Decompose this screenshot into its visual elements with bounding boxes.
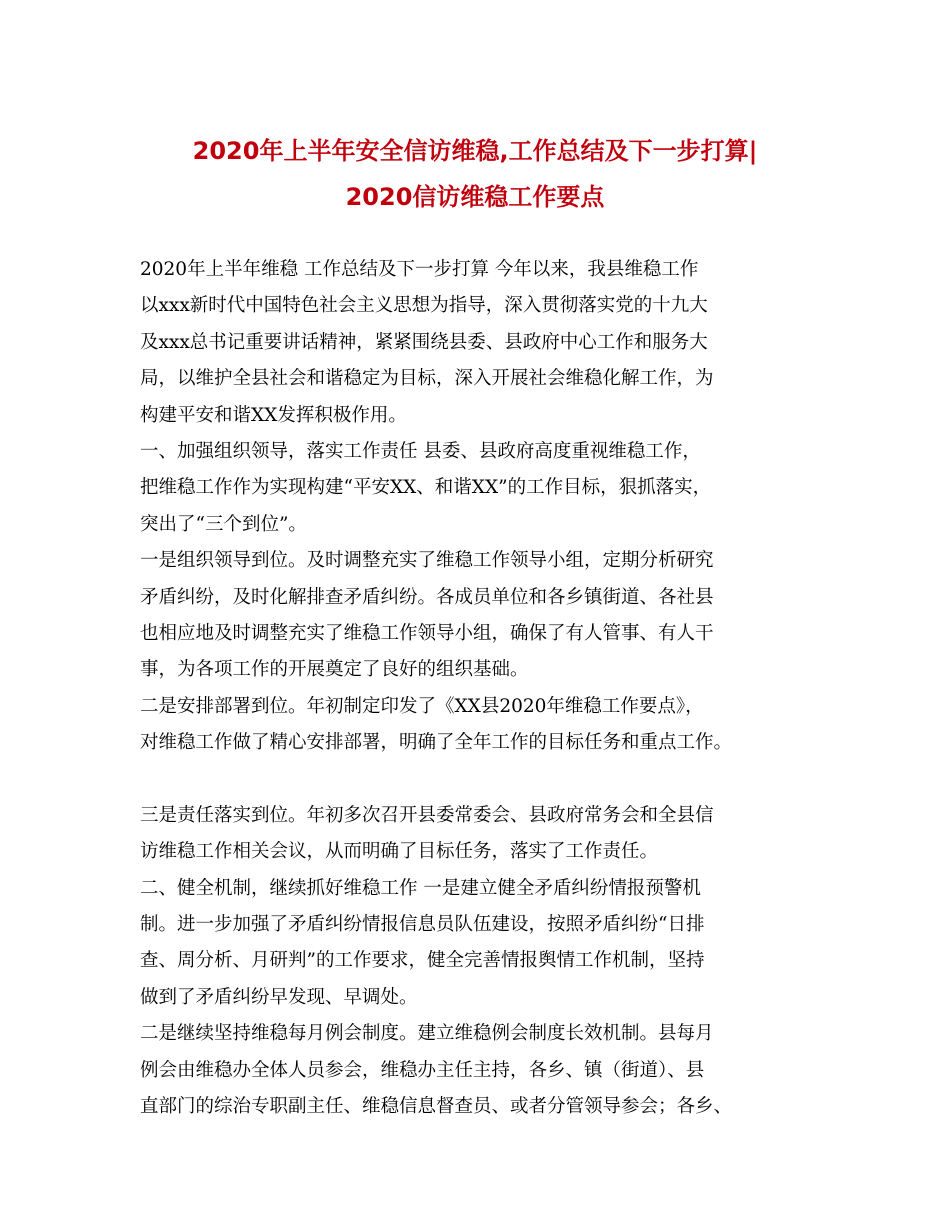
- body-line: 也相应地及时调整充实了维稳工作领导小组，确保了有人管事、有人干: [140, 622, 714, 644]
- body-line: 制。进一步加强了矛盾纠纷情报信息员队伍建设，按照矛盾纠纷“日排: [140, 914, 705, 936]
- body-line: 二是安排部署到位。年初制定印发了《XX县2020年维稳工作要点》，: [140, 695, 704, 717]
- document-title: [100, 128, 850, 220]
- body-line: 直部门的综治专职副主任、维稳信息督查员、或者分管领导参会；各乡、: [140, 1095, 733, 1117]
- body-line: 2020年上半年维稳 工作总结及下一步打算 今年以来，我县维稳工作: [140, 259, 699, 280]
- title-line-2: 2020信访维稳工作要点: [345, 183, 605, 211]
- title-line-1: 2020年上半年安全信访维稳,工作总结及下一步打算|: [192, 137, 758, 165]
- body-line: 做到了矛盾纠纷早发现、早调处。: [140, 986, 418, 1008]
- body-line: 例会由维稳办全体人员参会，维稳办主任主持，各乡、镇（街道）、县: [140, 1059, 705, 1081]
- body-line: 二、健全机制，继续抓好维稳工作 一是建立健全矛盾纠纷情报预警机: [140, 877, 701, 899]
- body-line: 一、加强组织领导，落实工作责任 县委、县政府高度重视维稳工作，: [140, 440, 701, 462]
- document-body: [140, 252, 830, 1125]
- body-line: 三是责任落实到位。年初多次召开县委常委会、县政府常务会和全县信: [140, 804, 714, 826]
- body-line: 对维稳工作做了精心安排部署，明确了全年工作的目标任务和重点工作。: [140, 732, 733, 754]
- body-line: 构建平安和谐XX发挥积极作用。: [140, 404, 407, 426]
- blank-line: [140, 761, 830, 797]
- body-line: 查、周分析、月研判”的工作要求，健全完善情报舆情工作机制，坚持: [140, 950, 705, 972]
- body-line: 事，为各项工作的开展奠定了良好的组织基础。: [140, 659, 529, 681]
- body-line: 以xxx新时代中国特色社会主义思想为指导，深入贯彻落实党的十九大: [140, 295, 708, 317]
- body-line: 局，以维护全县社会和谐稳定为目标，深入开展社会维稳化解工作，为: [140, 368, 714, 390]
- body-line: 突出了“三个到位”。: [140, 513, 307, 535]
- body-line: 访维稳工作相关会议，从而明确了目标任务，落实了工作责任。: [140, 841, 659, 863]
- body-line: 一是组织领导到位。及时调整充实了维稳工作领导小组，定期分析研究: [140, 550, 714, 572]
- body-line: 矛盾纠纷，及时化解排查矛盾纠纷。各成员单位和各乡镇街道、各社县: [140, 586, 714, 608]
- body-line: 及xxx总书记重要讲话精神，紧紧围绕县委、县政府中心工作和服务大: [140, 331, 708, 353]
- body-line: 二是继续坚持维稳每月例会制度。建立维稳例会制度长效机制。县每月: [140, 1023, 714, 1045]
- body-line: 把维稳工作作为实现构建“平安XX、和谐XX”的工作目标，狠抓落实，: [140, 477, 712, 499]
